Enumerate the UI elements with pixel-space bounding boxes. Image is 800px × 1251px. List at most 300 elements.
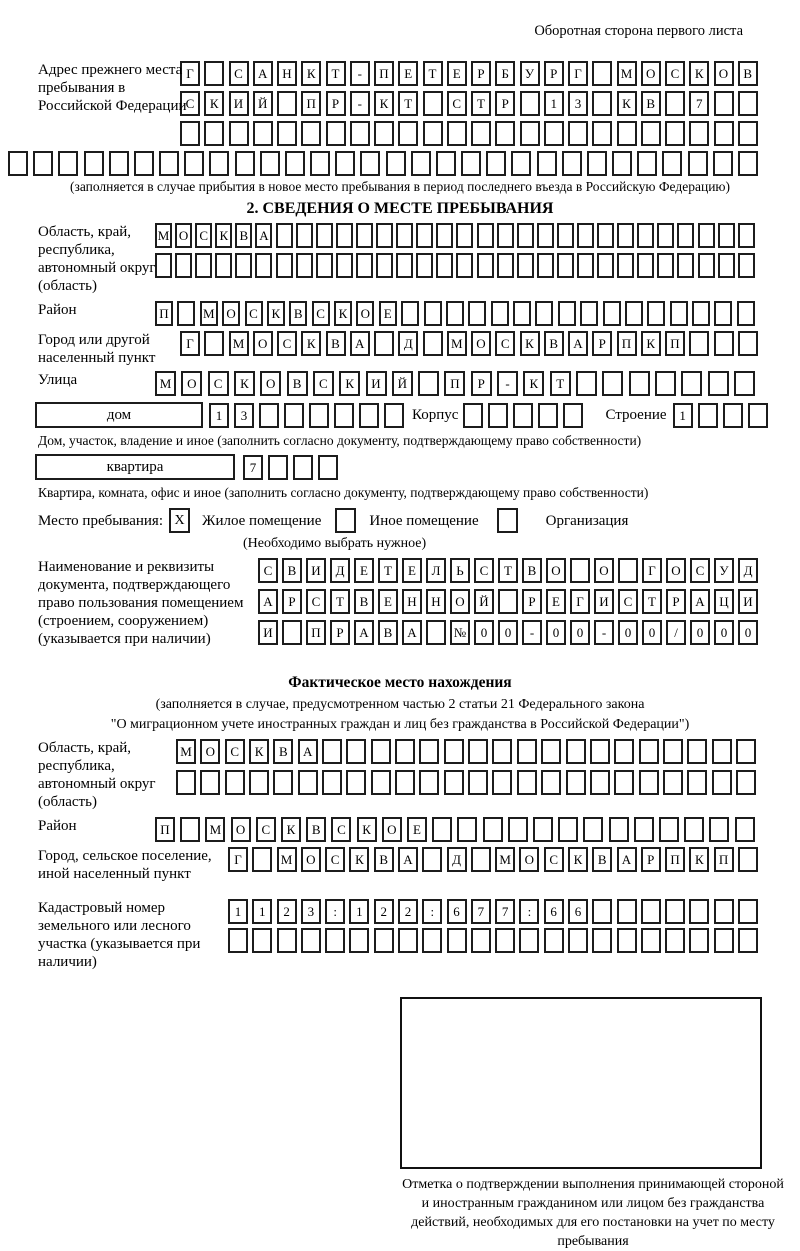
- form-cell: И: [229, 91, 249, 116]
- form-cell: М: [447, 331, 467, 356]
- form-cell: [374, 121, 394, 146]
- form-cell: [483, 817, 503, 842]
- form-cell: Р: [330, 620, 350, 645]
- apartment-box: квартира: [35, 454, 235, 480]
- form-cell: [177, 301, 195, 326]
- checkbox-zhiloe: X: [169, 508, 190, 533]
- form-cell: [689, 928, 709, 953]
- form-cell: [557, 223, 574, 248]
- form-cell: [446, 301, 464, 326]
- form-cell: [568, 121, 588, 146]
- field-prev-address: [0, 61, 800, 176]
- confirmation-mark-caption: Отметка о подтверждении выполнения принимающей стороной и иностранным гражданином или лицом без гражданства действий, необходимых для его постановки на учет по месту пребывания: [402, 1177, 784, 1249]
- form-cell: [374, 928, 394, 953]
- form-cell: 0: [738, 620, 758, 645]
- region-label: Область, край, республика, автономный округ (область): [38, 224, 156, 294]
- form-cell: [276, 253, 293, 278]
- form-cell: 6: [447, 899, 467, 924]
- actual-location-title: Фактическое место нахождения: [288, 674, 512, 691]
- form-cell: 6: [568, 899, 588, 924]
- form-cell: [655, 371, 676, 396]
- form-cell: С: [195, 223, 212, 248]
- form-cell: [641, 121, 661, 146]
- stroenie-cells: [673, 403, 768, 428]
- form-cell: М: [176, 739, 196, 764]
- form-cell: П: [714, 847, 734, 872]
- form-cell: О: [594, 558, 614, 583]
- prev-address-label: Адрес прежнего места пребывания в Российской Федерации: [38, 62, 187, 114]
- form-cell: В: [354, 589, 374, 614]
- form-cell: Е: [379, 301, 397, 326]
- form-cell: Р: [522, 589, 542, 614]
- form-cell: П: [665, 847, 685, 872]
- form-cell: [318, 455, 338, 480]
- form-cell: Т: [498, 558, 518, 583]
- header-note: Оборотная сторона первого листа: [534, 23, 743, 39]
- form-cell: О: [356, 301, 374, 326]
- form-cell: [276, 223, 293, 248]
- form-cell: [665, 928, 685, 953]
- form-cell: [395, 770, 415, 795]
- form-cell: С: [306, 589, 326, 614]
- form-cell: [558, 817, 578, 842]
- form-cell: [235, 151, 255, 176]
- stay-type-note: (Необходимо выбрать нужное): [243, 536, 427, 551]
- form-cell: И: [594, 589, 614, 614]
- form-cell: [159, 151, 179, 176]
- form-cell: №: [450, 620, 470, 645]
- form-cell: [336, 253, 353, 278]
- form-cell: [614, 770, 634, 795]
- form-cell: К: [689, 61, 709, 86]
- form-cell: [684, 817, 704, 842]
- form-cell: С: [618, 589, 638, 614]
- form-cell: А: [617, 847, 637, 872]
- form-cell: [603, 301, 621, 326]
- form-cell: [617, 928, 637, 953]
- form-cell: [416, 253, 433, 278]
- form-cell: 7: [471, 899, 491, 924]
- form-cell: В: [378, 620, 398, 645]
- form-cell: [511, 151, 531, 176]
- form-cell: В: [235, 223, 252, 248]
- checkbox-org: [497, 508, 518, 533]
- form-cell: Р: [282, 589, 302, 614]
- form-cell: 7: [243, 455, 263, 480]
- actual-region-row-1: [176, 739, 756, 764]
- form-cell: С: [180, 91, 200, 116]
- document-label: Наименование и реквизиты документа, подтверждающего право пользования помещением (строением, сооружением) (указывается при наличии): [38, 559, 244, 647]
- form-cell: [662, 151, 682, 176]
- document-row-3: [258, 620, 758, 645]
- form-cell: [336, 223, 353, 248]
- form-cell: С: [474, 558, 494, 583]
- form-cell: [422, 928, 442, 953]
- form-cell: О: [382, 817, 402, 842]
- form-cell: [592, 899, 612, 924]
- form-cell: [284, 403, 304, 428]
- form-cell: [335, 151, 355, 176]
- form-cell: [468, 739, 488, 764]
- form-cell: С: [208, 371, 229, 396]
- form-cell: [709, 817, 729, 842]
- form-cell: [659, 817, 679, 842]
- form-cell: [447, 121, 467, 146]
- form-cell: Е: [402, 558, 422, 583]
- form-cell: [253, 121, 273, 146]
- form-cell: И: [306, 558, 326, 583]
- form-cell: [738, 151, 758, 176]
- field-actual-region: [0, 739, 800, 815]
- form-cell: [541, 739, 561, 764]
- form-cell: 0: [690, 620, 710, 645]
- form-cell: [557, 253, 574, 278]
- form-cell: Р: [666, 589, 686, 614]
- form-cell: [687, 770, 707, 795]
- form-cell: В: [306, 817, 326, 842]
- form-cell: [537, 253, 554, 278]
- form-cell: [401, 301, 419, 326]
- form-cell: 3: [234, 403, 254, 428]
- form-cell: [617, 899, 637, 924]
- form-cell: [471, 121, 491, 146]
- form-cell: [566, 739, 586, 764]
- form-cell: [637, 253, 654, 278]
- form-cell: Р: [471, 61, 491, 86]
- form-cell: [513, 301, 531, 326]
- form-cell: Д: [738, 558, 758, 583]
- form-cell: [180, 121, 200, 146]
- option-zhiloe-label: Жилое помещение: [202, 512, 322, 529]
- form-cell: [225, 770, 245, 795]
- form-cell: И: [738, 589, 758, 614]
- form-cell: 2: [277, 899, 297, 924]
- form-cell: О: [546, 558, 566, 583]
- form-cell: 7: [495, 899, 515, 924]
- form-cell: [8, 151, 28, 176]
- district-row: [155, 301, 755, 326]
- form-cell: [590, 739, 610, 764]
- form-cell: [497, 253, 514, 278]
- form-cell: [180, 817, 200, 842]
- form-cell: Г: [570, 589, 590, 614]
- actual-region-label: Область, край, республика, автономный округ (область): [38, 740, 156, 810]
- form-cell: [570, 558, 590, 583]
- form-cell: К: [357, 817, 377, 842]
- field-street: [0, 371, 800, 396]
- form-cell: К: [349, 847, 369, 872]
- form-cell: [738, 928, 758, 953]
- form-cell: [371, 739, 391, 764]
- field-house: [0, 402, 800, 428]
- form-cell: [423, 91, 443, 116]
- form-cell: [612, 151, 632, 176]
- form-cell: [495, 121, 515, 146]
- stay-type-label: Место пребывания:: [38, 512, 163, 529]
- form-cell: [537, 223, 554, 248]
- form-cell: [416, 223, 433, 248]
- stay-type-row: [38, 508, 800, 533]
- form-cell: [738, 899, 758, 924]
- form-cell: [456, 253, 473, 278]
- form-cell: М: [617, 61, 637, 86]
- form-cell: Г: [180, 61, 200, 86]
- form-cell: В: [544, 331, 564, 356]
- house-cells: [209, 403, 404, 428]
- form-cell: Р: [641, 847, 661, 872]
- form-cell: [419, 739, 439, 764]
- form-cell: Р: [544, 61, 564, 86]
- form-cell: П: [155, 817, 175, 842]
- form-cell: [637, 223, 654, 248]
- form-cell: [259, 403, 279, 428]
- form-cell: [426, 620, 446, 645]
- field-actual-district: [0, 817, 800, 842]
- form-cell: [562, 151, 582, 176]
- form-cell: [677, 253, 694, 278]
- form-cell: [497, 223, 514, 248]
- form-cell: [708, 371, 729, 396]
- street-row: [155, 371, 755, 396]
- form-cell: [738, 223, 755, 248]
- form-cell: [520, 91, 540, 116]
- form-cell: Е: [354, 558, 374, 583]
- form-cell: О: [200, 739, 220, 764]
- field-district: [0, 301, 800, 326]
- prev-address-row-3: [180, 121, 758, 146]
- form-cell: [418, 371, 439, 396]
- form-cell: [296, 253, 313, 278]
- form-cell: [360, 151, 380, 176]
- form-cell: [492, 739, 512, 764]
- form-cell: [566, 770, 586, 795]
- form-cell: [325, 928, 345, 953]
- actual-location-caption-2: "О миграционном учете иностранных граждан и лиц без гражданства в Российской Федерации"): [110, 717, 690, 732]
- form-cell: -: [350, 91, 370, 116]
- form-cell: [665, 121, 685, 146]
- form-cell: [356, 223, 373, 248]
- form-cell: [461, 151, 481, 176]
- form-cell: [687, 739, 707, 764]
- form-cell: [277, 121, 297, 146]
- form-cell: И: [366, 371, 387, 396]
- form-cell: [639, 739, 659, 764]
- form-cell: [577, 253, 594, 278]
- apartment-caption: Квартира, комната, офис и иное (заполнить согласно документу, подтверждающему право собственности): [38, 485, 649, 500]
- form-cell: 0: [474, 620, 494, 645]
- form-cell: [541, 770, 561, 795]
- form-cell: [592, 121, 612, 146]
- form-cell: [58, 151, 78, 176]
- form-cell: П: [155, 301, 173, 326]
- form-cell: Т: [378, 558, 398, 583]
- form-cell: [689, 331, 709, 356]
- form-cell: М: [277, 847, 297, 872]
- form-cell: [463, 403, 483, 428]
- form-cell: [282, 620, 302, 645]
- form-cell: [637, 151, 657, 176]
- form-cell: [285, 151, 305, 176]
- house-box: дом: [35, 402, 203, 428]
- form-cell: 1: [544, 91, 564, 116]
- form-cell: [374, 331, 394, 356]
- region-row-2: [155, 253, 755, 278]
- form-cell: [424, 301, 442, 326]
- form-cell: Р: [495, 91, 515, 116]
- form-cell: [260, 151, 280, 176]
- form-cell: [738, 91, 758, 116]
- form-cell: С: [277, 331, 297, 356]
- form-cell: [398, 121, 418, 146]
- form-cell: В: [374, 847, 394, 872]
- form-cell: :: [422, 899, 442, 924]
- form-cell: [602, 371, 623, 396]
- form-cell: [544, 928, 564, 953]
- form-cell: [398, 928, 418, 953]
- form-cell: Ц: [714, 589, 734, 614]
- form-cell: 0: [714, 620, 734, 645]
- form-cell: П: [444, 371, 465, 396]
- form-cell: [273, 770, 293, 795]
- form-cell: [712, 739, 732, 764]
- form-cell: К: [641, 331, 661, 356]
- form-cell: [517, 770, 537, 795]
- form-cell: [614, 739, 634, 764]
- korpus-cells: [463, 403, 583, 428]
- city-label: Город или другой населенный пункт: [38, 332, 156, 366]
- field-cadastre: [0, 899, 800, 991]
- form-cell: [737, 301, 755, 326]
- form-cell: [346, 739, 366, 764]
- form-cell: С: [229, 61, 249, 86]
- form-cell: [33, 151, 53, 176]
- form-cell: [432, 817, 452, 842]
- form-cell: [734, 371, 755, 396]
- form-cell: 7: [689, 91, 709, 116]
- form-cell: [298, 770, 318, 795]
- section2-title: 2. СВЕДЕНИЯ О МЕСТЕ ПРЕБЫВАНИЯ: [246, 200, 554, 217]
- form-cell: [587, 151, 607, 176]
- form-cell: [134, 151, 154, 176]
- form-cell: [396, 223, 413, 248]
- form-cell: [597, 253, 614, 278]
- form-cell: О: [231, 817, 251, 842]
- form-cell: [386, 151, 406, 176]
- form-cell: [647, 301, 665, 326]
- form-cell: [235, 253, 252, 278]
- form-cell: Н: [277, 61, 297, 86]
- form-cell: В: [738, 61, 758, 86]
- form-cell: [670, 301, 688, 326]
- form-cell: О: [260, 371, 281, 396]
- form-cell: Т: [471, 91, 491, 116]
- form-cell: Е: [407, 817, 427, 842]
- form-cell: [471, 928, 491, 953]
- form-cell: [576, 371, 597, 396]
- form-cell: А: [253, 61, 273, 86]
- form-cell: С: [245, 301, 263, 326]
- form-cell: Й: [392, 371, 413, 396]
- form-cell: К: [281, 817, 301, 842]
- form-cell: А: [690, 589, 710, 614]
- form-cell: :: [519, 899, 539, 924]
- form-cell: [738, 847, 758, 872]
- form-cell: О: [471, 331, 491, 356]
- form-cell: [568, 928, 588, 953]
- form-cell: П: [374, 61, 394, 86]
- form-cell: А: [350, 331, 370, 356]
- form-cell: [322, 739, 342, 764]
- form-cell: О: [222, 301, 240, 326]
- region-row-1: [155, 223, 755, 248]
- form-cell: 2: [398, 899, 418, 924]
- form-cell: 0: [642, 620, 662, 645]
- cadastre-label: Кадастровый номер земельного или лесного участка (указывается при наличии): [38, 900, 201, 970]
- form-cell: [590, 770, 610, 795]
- form-cell: [436, 151, 456, 176]
- form-cell: К: [617, 91, 637, 116]
- form-cell: [176, 770, 196, 795]
- form-cell: Г: [180, 331, 200, 356]
- form-cell: [583, 817, 603, 842]
- form-cell: [513, 403, 533, 428]
- form-cell: [84, 151, 104, 176]
- field-apartment: [0, 454, 800, 480]
- form-cell: Е: [398, 61, 418, 86]
- form-cell: М: [205, 817, 225, 842]
- form-cell: [349, 928, 369, 953]
- form-cell: [597, 223, 614, 248]
- form-cell: [371, 770, 391, 795]
- form-cell: [617, 121, 637, 146]
- form-cell: К: [204, 91, 224, 116]
- form-cell: [316, 253, 333, 278]
- form-cell: О: [175, 223, 192, 248]
- form-cell: 3: [301, 899, 321, 924]
- form-cell: Е: [546, 589, 566, 614]
- form-cell: О: [301, 847, 321, 872]
- house-caption: Дом, участок, владение и иное (заполнить согласно документу, подтверждающему право собственности): [38, 433, 642, 448]
- form-cell: М: [155, 223, 172, 248]
- form-cell: [301, 121, 321, 146]
- form-cell: [692, 301, 710, 326]
- form-cell: С: [495, 331, 515, 356]
- form-cell: [359, 403, 379, 428]
- form-cell: [714, 928, 734, 953]
- form-cell: К: [234, 371, 255, 396]
- form-cell: С: [331, 817, 351, 842]
- form-cell: -: [497, 371, 518, 396]
- form-cell: С: [312, 301, 330, 326]
- form-cell: К: [568, 847, 588, 872]
- form-cell: К: [301, 61, 321, 86]
- form-cell: -: [594, 620, 614, 645]
- form-cell: [544, 121, 564, 146]
- form-cell: В: [273, 739, 293, 764]
- form-cell: [356, 253, 373, 278]
- form-cell: [436, 253, 453, 278]
- form-cell: М: [229, 331, 249, 356]
- actual-region-row-2: [176, 770, 756, 795]
- form-cell: Т: [423, 61, 443, 86]
- form-cell: П: [301, 91, 321, 116]
- form-cell: [498, 589, 518, 614]
- form-cell: П: [617, 331, 637, 356]
- form-cell: К: [339, 371, 360, 396]
- form-cell: 6: [544, 899, 564, 924]
- cadastre-row-2: [228, 928, 758, 953]
- form-cell: Т: [642, 589, 662, 614]
